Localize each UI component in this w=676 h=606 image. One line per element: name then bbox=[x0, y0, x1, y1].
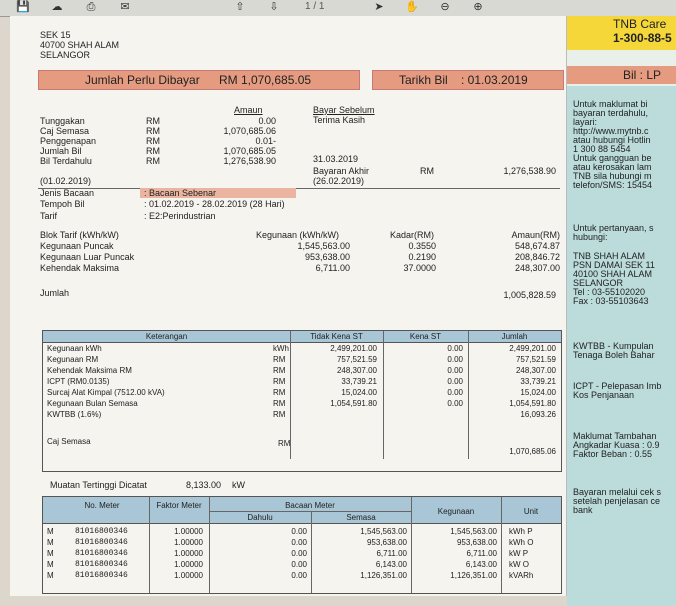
tariff-row-amount: 548,674.87 bbox=[514, 241, 560, 251]
due-date: 31.03.2019 bbox=[313, 154, 359, 164]
summary-row-label: Tunggakan bbox=[40, 116, 85, 126]
meter-row-number: 81016800346 bbox=[75, 571, 128, 580]
taxable-header: Kena ST bbox=[409, 332, 442, 341]
mail-icon[interactable]: ✉ bbox=[120, 1, 130, 13]
sidebar-info-line: TNB SHAH ALAM bbox=[573, 251, 646, 261]
meter-unit-header: Unit bbox=[523, 507, 539, 516]
sidebar-info-line: TNB sila hubungi m bbox=[573, 171, 652, 181]
usage-header: Kegunaan (kWh/kW) bbox=[256, 230, 340, 240]
charge-row-unit: RM bbox=[273, 355, 286, 364]
meter-row-usage: 6,711.00 bbox=[466, 549, 497, 558]
meter-row-usage: 6,143.00 bbox=[465, 560, 497, 569]
tariff-row-label: Kegunaan Puncak bbox=[40, 241, 114, 251]
divider bbox=[38, 188, 560, 189]
hand-icon[interactable]: ✋ bbox=[405, 1, 419, 13]
tariff-row-rate: 37.0000 bbox=[403, 263, 436, 273]
charge-row-nontaxable: 757,521.59 bbox=[336, 355, 377, 364]
meter-row-curr: 6,711.00 bbox=[376, 549, 407, 558]
summary-row-amount: 0.01- bbox=[255, 136, 276, 146]
meter-row-type: M bbox=[47, 560, 54, 569]
meter-row-unit: kW P bbox=[509, 549, 529, 558]
summary-row-currency: RM bbox=[146, 136, 160, 146]
meter-row-type: M bbox=[47, 549, 54, 558]
tnb-care-box bbox=[567, 16, 676, 50]
sidebar-info-line: KWTBB - Kumpulan bbox=[573, 341, 654, 351]
meter-row-unit: kWh P bbox=[509, 527, 533, 536]
meter-row-factor: 1.00000 bbox=[174, 538, 203, 547]
charge-row-unit: RM bbox=[273, 366, 286, 375]
amount-due-value: RM 1,070,685.05 bbox=[219, 73, 312, 87]
charge-row-taxable: 0.00 bbox=[447, 366, 463, 375]
bill-date-label: Tarikh Bil bbox=[399, 73, 448, 87]
charge-row-label: Kegunaan RM bbox=[47, 355, 99, 364]
meter-usage-header: Kegunaan bbox=[437, 507, 475, 516]
last-payment-label: Bayaran Akhir bbox=[313, 166, 370, 176]
charge-row-taxable: 0.00 bbox=[447, 399, 463, 408]
charge-row-label: KWTBB (1.6%) bbox=[47, 410, 102, 419]
meter-row-type: M bbox=[47, 571, 54, 580]
meter-row-curr: 6,143.00 bbox=[375, 560, 407, 569]
charge-row-taxable: 0.00 bbox=[447, 377, 463, 386]
meter-row-usage: 1,545,563.00 bbox=[450, 527, 497, 536]
charge-row-nontaxable: 2,499,201.00 bbox=[330, 344, 377, 353]
sidebar-info-line: Faktor Beban : 0.55 bbox=[573, 449, 653, 459]
address-line1: SEK 15 bbox=[40, 30, 71, 40]
prev-bill-date: (01.02.2019) bbox=[40, 176, 92, 186]
charge-row-total: 1,054,591.80 bbox=[509, 399, 556, 408]
print-icon[interactable]: ⎙ bbox=[86, 1, 96, 13]
zoom-out-icon[interactable]: ⊖ bbox=[440, 1, 450, 13]
save-icon[interactable]: 💾 bbox=[16, 1, 30, 13]
up-arrow-icon[interactable]: ⇧ bbox=[235, 1, 245, 13]
down-arrow-icon[interactable]: ⇩ bbox=[269, 1, 279, 13]
meter-row-type: M bbox=[47, 527, 54, 536]
amount-col-header: Amaun bbox=[234, 105, 263, 115]
charge-row-nontaxable: 15,024.00 bbox=[341, 388, 377, 397]
charge-row-taxable: 0.00 bbox=[447, 355, 463, 364]
meter-row-number: 81016800346 bbox=[75, 538, 128, 547]
bill-date-value: : 01.03.2019 bbox=[461, 73, 528, 87]
meter-row-type: M bbox=[47, 538, 54, 547]
total-header: Jumlah bbox=[501, 332, 528, 341]
sidebar-info-line: Untuk maklumat bi bbox=[573, 99, 648, 109]
tariff-row-rate: 0.2190 bbox=[408, 252, 436, 262]
summary-row-amount: 1,276,538.90 bbox=[223, 156, 276, 166]
meter-row-prev: 0.00 bbox=[291, 560, 307, 569]
viewer-toolbar bbox=[0, 0, 676, 17]
non-taxable-header: Tidak Kena ST bbox=[310, 332, 363, 341]
period-value: : 01.02.2019 - 28.02.2019 (28 Hari) bbox=[144, 199, 285, 209]
charge-row-label: Kehendak Maksima RM bbox=[47, 366, 132, 375]
meter-row-number: 81016800346 bbox=[75, 560, 128, 569]
tnb-care-label: TNB Care bbox=[613, 17, 667, 31]
upload-icon[interactable]: ☁ bbox=[51, 1, 63, 13]
meter-row-curr: 1,126,351.00 bbox=[360, 571, 407, 580]
current-charge-label: Caj Semasa bbox=[47, 437, 91, 446]
tariff-row-usage: 6,711.00 bbox=[315, 263, 350, 273]
summary-row-label: Penggenapan bbox=[40, 136, 97, 146]
amount-due-label: Jumlah Perlu Dibayar bbox=[85, 73, 200, 87]
summary-row-currency: RM bbox=[146, 116, 160, 126]
meter-row-number: 81016800346 bbox=[75, 527, 128, 536]
charge-row-label: Surcaj Alat Kimpal (7512.00 kVA) bbox=[47, 388, 165, 397]
charge-row-unit: RM bbox=[273, 399, 286, 408]
summary-row-amount: 0.00 bbox=[258, 116, 276, 126]
meter-table bbox=[42, 496, 562, 594]
period-label: Tempoh Bil bbox=[40, 199, 85, 209]
last-payment-currency: RM bbox=[420, 166, 434, 176]
sidebar-info-line: ICPT - Pelepasan Imb bbox=[573, 381, 662, 391]
tariff-total-value: 1,005,828.59 bbox=[503, 290, 556, 300]
current-charge-unit: RM bbox=[278, 439, 291, 448]
charge-row-nontaxable: 1,054,591.80 bbox=[330, 399, 377, 408]
sidebar-info-line: setelah penjelasan ce bbox=[573, 496, 661, 506]
summary-row-amount: 1,070,685.05 bbox=[223, 146, 276, 156]
charge-row-nontaxable: 33,739.21 bbox=[341, 377, 377, 386]
summary-row-label: Caj Semasa bbox=[40, 126, 90, 136]
thank-you-text: Terima Kasih bbox=[313, 115, 366, 125]
pay-before-header: Bayar Sebelum bbox=[313, 105, 375, 115]
tariff-value: : E2:Perindustrian bbox=[144, 211, 216, 221]
amount-due-banner bbox=[38, 70, 360, 90]
charge-row-label: ICPT (RM0.0135) bbox=[47, 377, 110, 386]
info-sidebar bbox=[566, 16, 676, 596]
tariff-row-label: Kegunaan Luar Puncak bbox=[40, 252, 135, 262]
meter-row-factor: 1.00000 bbox=[174, 571, 203, 580]
summary-row-label: Bil Terdahulu bbox=[40, 156, 92, 166]
current-charge-total: 1,070,685.06 bbox=[509, 447, 556, 456]
bill-ref-box bbox=[567, 66, 676, 84]
meter-row-unit: kWh O bbox=[509, 538, 534, 547]
charge-row-nontaxable: 248,307.00 bbox=[336, 366, 377, 375]
charges-table bbox=[42, 330, 562, 472]
meter-row-prev: 0.00 bbox=[291, 549, 307, 558]
sidebar-info-line: PSN DAMAI SEK 11 bbox=[573, 260, 655, 270]
tariff-row-amount: 248,307.00 bbox=[514, 263, 560, 273]
address-line2: 40700 SHAH ALAM bbox=[40, 40, 120, 50]
curr-reading-header: Semasa bbox=[346, 513, 376, 522]
charge-row-total: 15,024.00 bbox=[520, 388, 556, 397]
meter-reading-header: Bacaan Meter bbox=[285, 501, 335, 510]
sidebar-info-line: bank bbox=[573, 505, 593, 515]
sidebar-info-line: Kos Penjanaan bbox=[573, 390, 635, 400]
tnb-care-phone: 1-300-88-5 bbox=[613, 31, 672, 45]
meter-row-factor: 1.00000 bbox=[174, 527, 203, 536]
summary-row-currency: RM bbox=[146, 126, 160, 136]
rate-header: Kadar(RM) bbox=[390, 230, 435, 240]
tariff-row-label: Kehendak Maksima bbox=[40, 263, 120, 273]
meter-row-factor: 1.00000 bbox=[174, 549, 203, 558]
bill-ref-label: Bil : LP bbox=[623, 68, 662, 82]
sidebar-info-line: Tel : 03-55102020 bbox=[573, 287, 646, 297]
meter-row-number: 81016800346 bbox=[75, 549, 128, 558]
pdf-icon bbox=[150, 1, 190, 14]
charge-row-unit: RM bbox=[273, 377, 286, 386]
sidebar-info-line: layari: bbox=[573, 117, 598, 127]
tariff-row-amount: 208,846.72 bbox=[514, 252, 560, 262]
tariff-label: Tarif bbox=[40, 211, 58, 221]
tariff-row-rate: 0.3550 bbox=[408, 241, 436, 251]
tariff-row-usage: 953,638.00 bbox=[304, 252, 350, 262]
meter-no-header: No. Meter bbox=[84, 501, 120, 510]
peak-load-unit: kW bbox=[232, 480, 245, 490]
charge-row-unit: RM bbox=[273, 388, 286, 397]
summary-row-amount: 1,070,685.06 bbox=[223, 126, 276, 136]
sidebar-info-line: atau hubungi Hotlin bbox=[573, 135, 651, 145]
reading-type-value: : Bacaan Sebenar bbox=[144, 188, 217, 198]
pointer-icon[interactable]: ➤ bbox=[374, 1, 384, 13]
tariff-row-usage: 1,545,563.00 bbox=[297, 241, 350, 251]
reading-type-label: Jenis Bacaan bbox=[40, 188, 95, 198]
last-payment-amount: 1,276,538.90 bbox=[503, 166, 556, 176]
page-indicator[interactable]: 1 / 1 bbox=[305, 1, 325, 12]
sidebar-info-line: SELANGOR bbox=[573, 278, 624, 288]
charge-row-total: 757,521.59 bbox=[515, 355, 556, 364]
charge-row-unit: RM bbox=[273, 410, 286, 419]
sidebar-info-line: Bayaran melalui cek s bbox=[573, 487, 662, 497]
zoom-in-icon[interactable]: ⊕ bbox=[473, 1, 483, 13]
charge-row-total: 33,739.21 bbox=[520, 377, 556, 386]
meter-row-factor: 1.00000 bbox=[174, 560, 203, 569]
meter-row-usage: 1,126,351.00 bbox=[450, 571, 497, 580]
meter-row-prev: 0.00 bbox=[291, 527, 307, 536]
peak-load-value: 8,133.00 bbox=[186, 480, 222, 490]
tariff-total-label: Jumlah bbox=[40, 288, 70, 298]
meter-row-curr: 953,638.00 bbox=[366, 538, 407, 547]
sidebar-info-line: hubungi: bbox=[573, 232, 608, 242]
peak-load-label: Muatan Tertinggi Dicatat bbox=[50, 480, 147, 490]
bill-document bbox=[10, 16, 566, 596]
tariff-block-header: Blok Tarif (kWh/kW) bbox=[40, 230, 119, 240]
sidebar-info-line: Angkadar Kuasa : 0.9 bbox=[573, 440, 660, 450]
meter-row-prev: 0.00 bbox=[291, 538, 307, 547]
sidebar-info-line: Untuk gangguan be bbox=[573, 153, 652, 163]
charge-row-total: 2,499,201.00 bbox=[509, 344, 556, 353]
meter-row-usage: 953,638.00 bbox=[456, 538, 497, 547]
meter-factor-header: Faktor Meter bbox=[156, 501, 202, 510]
bill-date-banner bbox=[372, 70, 564, 90]
charge-row-label: Kegunaan Bulan Semasa bbox=[47, 399, 138, 408]
sidebar-info-line: http://www.mytnb.c bbox=[573, 126, 649, 136]
charge-row-total: 16,093.26 bbox=[520, 410, 556, 419]
sidebar-info-line: Maklumat Tambahan bbox=[573, 431, 657, 441]
charge-row-taxable: 0.00 bbox=[447, 388, 463, 397]
prev-reading-header: Dahulu bbox=[247, 513, 273, 522]
meter-row-unit: kVARh bbox=[509, 571, 534, 580]
sidebar-info-line: Fax : 03-55103643 bbox=[573, 296, 649, 306]
address-line3: SELANGOR bbox=[40, 50, 91, 60]
desc-header: Keterangan bbox=[145, 332, 188, 341]
sidebar-info-line: bayaran terdahulu, bbox=[573, 108, 649, 118]
charge-row-total: 248,307.00 bbox=[515, 366, 556, 375]
summary-row-label: Jumlah Bil bbox=[40, 146, 82, 156]
meter-row-curr: 1,545,563.00 bbox=[360, 527, 407, 536]
sidebar-info-line: Untuk pertanyaan, s bbox=[573, 223, 654, 233]
summary-row-currency: RM bbox=[146, 156, 160, 166]
charge-row-unit: kWh bbox=[273, 344, 289, 353]
sidebar-info-line: Tenaga Boleh Bahar bbox=[573, 350, 655, 360]
charge-row-taxable: 0.00 bbox=[447, 344, 463, 353]
sidebar-info-line: telefon/SMS: 15454 bbox=[573, 180, 653, 190]
amount-header: Amaun(RM) bbox=[511, 230, 560, 240]
sidebar-info-line: 40100 SHAH ALAM bbox=[573, 269, 653, 279]
summary-row-currency: RM bbox=[146, 146, 160, 156]
sidebar-info-line: atau kerosakan lam bbox=[573, 162, 652, 172]
last-payment-date: (26.02.2019) bbox=[313, 176, 365, 186]
meter-row-prev: 0.00 bbox=[291, 571, 307, 580]
sidebar-info-line: 1 300 88 5454 bbox=[573, 144, 631, 154]
meter-row-unit: kW O bbox=[509, 560, 529, 569]
charge-row-label: Kegunaan kWh bbox=[47, 344, 102, 353]
